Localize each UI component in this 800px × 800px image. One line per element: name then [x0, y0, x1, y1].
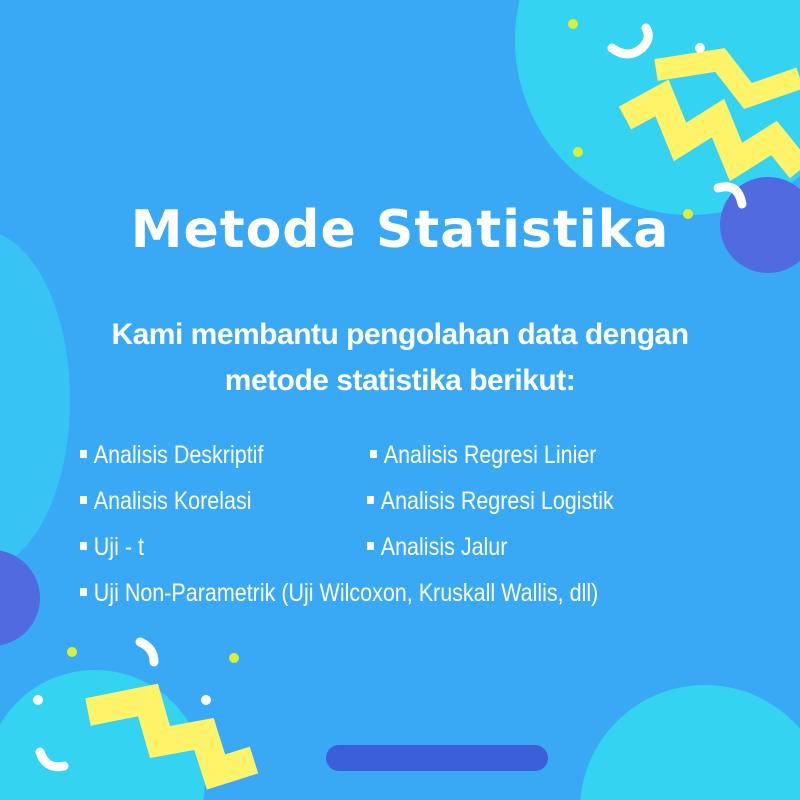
item-label: Analisis Regresi Logistik — [380, 487, 614, 515]
item-label: Uji - t — [93, 533, 144, 561]
item-label: Analisis Regresi Linier — [383, 441, 597, 469]
subtitle-line-1: Kami membantu pengolahan data dengan — [111, 318, 689, 351]
bullet-icon — [80, 450, 87, 458]
confetti-dot — [201, 695, 211, 705]
list-item — [80, 440, 263, 470]
page-title: Metode Statistika — [130, 200, 670, 260]
item-label: Analisis Jalur — [380, 533, 508, 561]
bottom-squiggle — [140, 642, 154, 662]
subtitle — [0, 312, 800, 404]
confetti-dot — [229, 653, 239, 663]
confetti-dot — [568, 19, 578, 29]
list-item — [80, 532, 144, 562]
list-item — [367, 486, 614, 516]
redaction-bar — [326, 745, 548, 771]
confetti-dot — [695, 43, 705, 53]
bullet-icon — [367, 542, 374, 550]
list-item — [370, 440, 596, 470]
list-item — [80, 486, 252, 516]
item-label: Analisis Deskriptif — [93, 441, 264, 469]
bullet-icon — [370, 450, 377, 458]
confetti-dot — [573, 147, 583, 157]
bullet-icon — [367, 496, 374, 504]
bullet-icon — [80, 496, 87, 504]
bottom-right-blob — [580, 685, 800, 800]
confetti-dot — [67, 647, 77, 657]
item-label: Analisis Korelasi — [93, 487, 252, 515]
list-item — [367, 532, 507, 562]
bullet-icon — [80, 588, 87, 596]
bullet-icon — [80, 542, 87, 550]
left-dark-blob — [0, 550, 40, 646]
subtitle-line-2: metode statistika berikut: — [224, 364, 576, 397]
confetti-dot — [33, 695, 43, 705]
list-item — [80, 578, 598, 608]
item-label: Uji Non-Parametrik (Uji Wilcoxon, Kruskall Wallis, dll) — [93, 579, 599, 607]
